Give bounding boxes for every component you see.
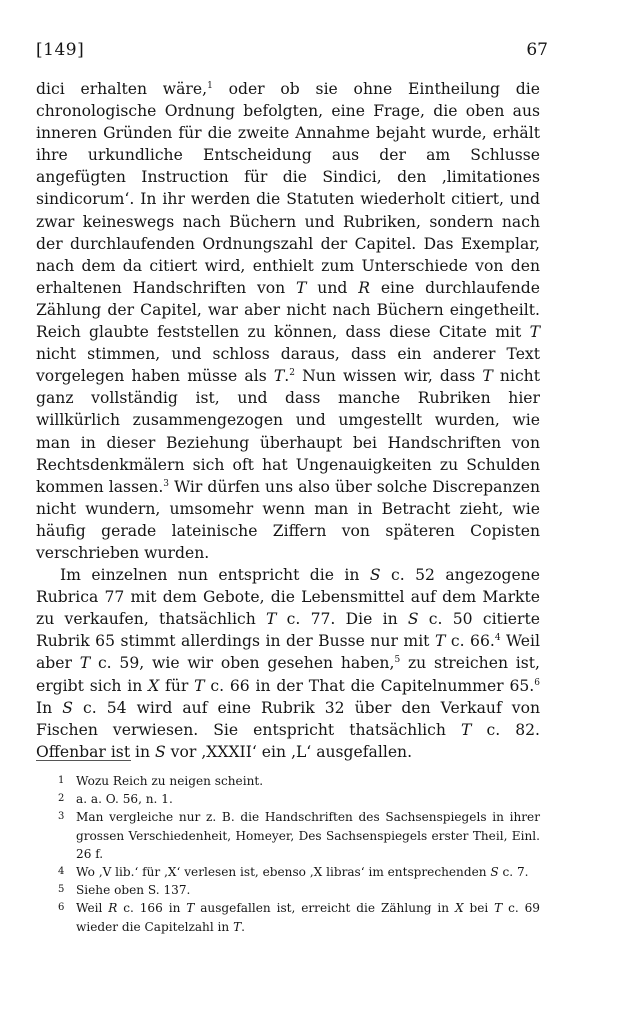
text-run: Siehe oben S. 137. xyxy=(76,883,191,898)
text-run: nicht ganz vollständig ist, und dass manche Rubriken hier willkürlich zusammengezogen und umgestellt wurden, wie man in dieser Beziehung überhaupt bei Handschriften von Rechtsdenkmälern sich oft hat Ungenauigkeiten zu Schulden kommen lassen. xyxy=(36,367,540,496)
text-run: eine durchlaufende Zählung der Capitel, war aber nicht nach Büchern eingetheilt. Reich glaubte feststellen zu können, dass diese Citate mit xyxy=(36,278,540,342)
siglum: T xyxy=(482,367,493,386)
siglum: S xyxy=(62,698,73,717)
footnote xyxy=(58,772,540,790)
text-run: c. 54 wird auf eine Rubrik 32 über den Verkauf von Fischen verwiesen. Sie entspricht thatsächlich xyxy=(36,698,540,739)
siglum: T xyxy=(461,720,472,739)
footnote-ref: 3 xyxy=(163,478,170,489)
text-run: dici erhalten wäre, xyxy=(36,80,208,98)
siglum: X xyxy=(148,676,160,695)
siglum: T xyxy=(529,323,540,342)
text-run: Weil xyxy=(76,901,109,916)
text-run: c. 82. Offenbar ist in xyxy=(36,720,540,761)
footnote xyxy=(58,881,540,899)
text-run: Im einzelnen nun entspricht die in xyxy=(60,566,370,585)
text-run: c. 7. xyxy=(498,865,529,880)
siglum: S xyxy=(155,742,166,761)
text-run: c. 69 wieder die Capitelzahl in xyxy=(76,901,540,934)
text-run: a. a. O. 56, n. 1. xyxy=(76,792,173,807)
footnote xyxy=(58,899,540,935)
text-run: und xyxy=(306,278,359,297)
footnote-separator xyxy=(36,760,131,761)
siglum: X xyxy=(454,901,464,916)
text-run: c. 52 angezogene Rubrica 77 mit dem Gebote, die Lebensmittel auf dem Markte zu verkaufen, thatsächlich xyxy=(36,566,540,629)
footnote-number: 4 xyxy=(58,866,65,878)
text-run: c. 77. Die in xyxy=(276,610,408,629)
footnote-number: 6 xyxy=(58,902,65,914)
text-run: Weil aber xyxy=(36,632,541,673)
siglum: T xyxy=(296,278,307,297)
siglum: R xyxy=(108,901,118,916)
siglum: T xyxy=(273,367,285,386)
text-run: In xyxy=(36,698,63,717)
text-run: . xyxy=(241,919,245,934)
siglum: T xyxy=(79,654,91,673)
footnote-ref: 6 xyxy=(534,677,540,688)
footnote-number: 3 xyxy=(58,811,65,823)
footnote xyxy=(58,863,540,881)
text-run: bei xyxy=(463,901,495,916)
page-reference: [149] xyxy=(36,40,85,60)
text-run: Nun wissen wir, dass xyxy=(294,367,483,386)
siglum: R xyxy=(358,278,370,297)
footnotes xyxy=(58,772,540,936)
siglum: T xyxy=(233,919,242,934)
footnote xyxy=(58,790,540,808)
text-run: c. 66 in der That die Capitelnummer 65. xyxy=(204,676,535,695)
siglum: T xyxy=(186,901,195,916)
siglum: T xyxy=(265,610,277,629)
text-run: c. 59, wie wir oben gesehen haben, xyxy=(90,654,395,673)
siglum: T xyxy=(194,676,205,695)
siglum: S xyxy=(369,566,381,585)
footnote xyxy=(58,808,540,863)
siglum: S xyxy=(407,610,419,629)
text-run: oder ob sie ohne Eintheilung die chronologische Ordnung befolgten, eine Frage, die oben aus inneren Gründen für die zweite Annahme bejaht wurde, erhält ihre urkundliche Entscheidung aus der am Schlusse angefügten Instruction für die Sindici, den ‚limitationes sindicorum‘. In ihr werden die Statuten wiederholt citiert, und zwar keineswegs nach Büchern und Rubriken, sondern nach der durchlaufenden Ordnungszahl der Capitel. Das Exemplar, nach dem da citiert wird, enthielt zum Unterschiede von den erhaltenen Handschriften von xyxy=(36,80,540,297)
text-run: Man vergleiche nur z. B. die Handschriften des Sachsenspiegels in ihrer grossen Verschiedenheit, Homeyer, Des Sachsenspiegels erster Theil, Einl. 26 f. xyxy=(76,810,540,861)
text-run: Wir dürfen uns also über solche Discrepanzen nicht wundern, umsomehr wenn man in Betracht zieht, wie häufig gerade lateinische Ziffern von späteren Copisten verschrieben wurden. xyxy=(36,477,540,562)
footnote-number: 5 xyxy=(58,884,65,896)
paragraph xyxy=(36,78,540,564)
footnote-ref: 1 xyxy=(207,81,213,91)
siglum: T xyxy=(494,901,503,916)
text-run: . xyxy=(284,367,290,386)
text-run: c. 50 citierte Rubrik 65 stimmt allerdings in der Busse nur mit xyxy=(36,610,540,651)
text-run: nicht stimmen, und schloss daraus, dass ein anderer Text vorgelegen haben müsse als xyxy=(36,345,540,386)
text-run: ausgefallen ist, erreicht die Zählung in xyxy=(194,901,455,916)
text-run: für xyxy=(159,676,195,695)
footnote-ref: 5 xyxy=(394,655,401,666)
text-run: Wo ‚V lib.‘ für ‚X‘ verlesen ist, ebenso ‚X libras‘ im entsprechenden xyxy=(76,865,491,880)
text-run: c. 66. xyxy=(445,632,495,651)
text-run: zu streichen ist, ergibt sich in xyxy=(36,654,540,695)
text-run: vor ‚XXXII‘ ein ‚L‘ ausgefallen. xyxy=(165,742,413,761)
siglum: T xyxy=(434,632,446,651)
text-run: c. 166 in xyxy=(117,901,187,916)
footnote-number: 2 xyxy=(58,793,65,805)
footnote-number: 1 xyxy=(58,775,65,786)
footnote-ref: 2 xyxy=(289,368,295,379)
siglum: S xyxy=(490,865,499,880)
page-number: 67 xyxy=(526,40,548,60)
main-text xyxy=(36,78,540,763)
text-run: Wozu Reich zu neigen scheint. xyxy=(76,774,264,788)
footnote-ref: 4 xyxy=(494,633,501,644)
paragraph xyxy=(36,564,540,763)
